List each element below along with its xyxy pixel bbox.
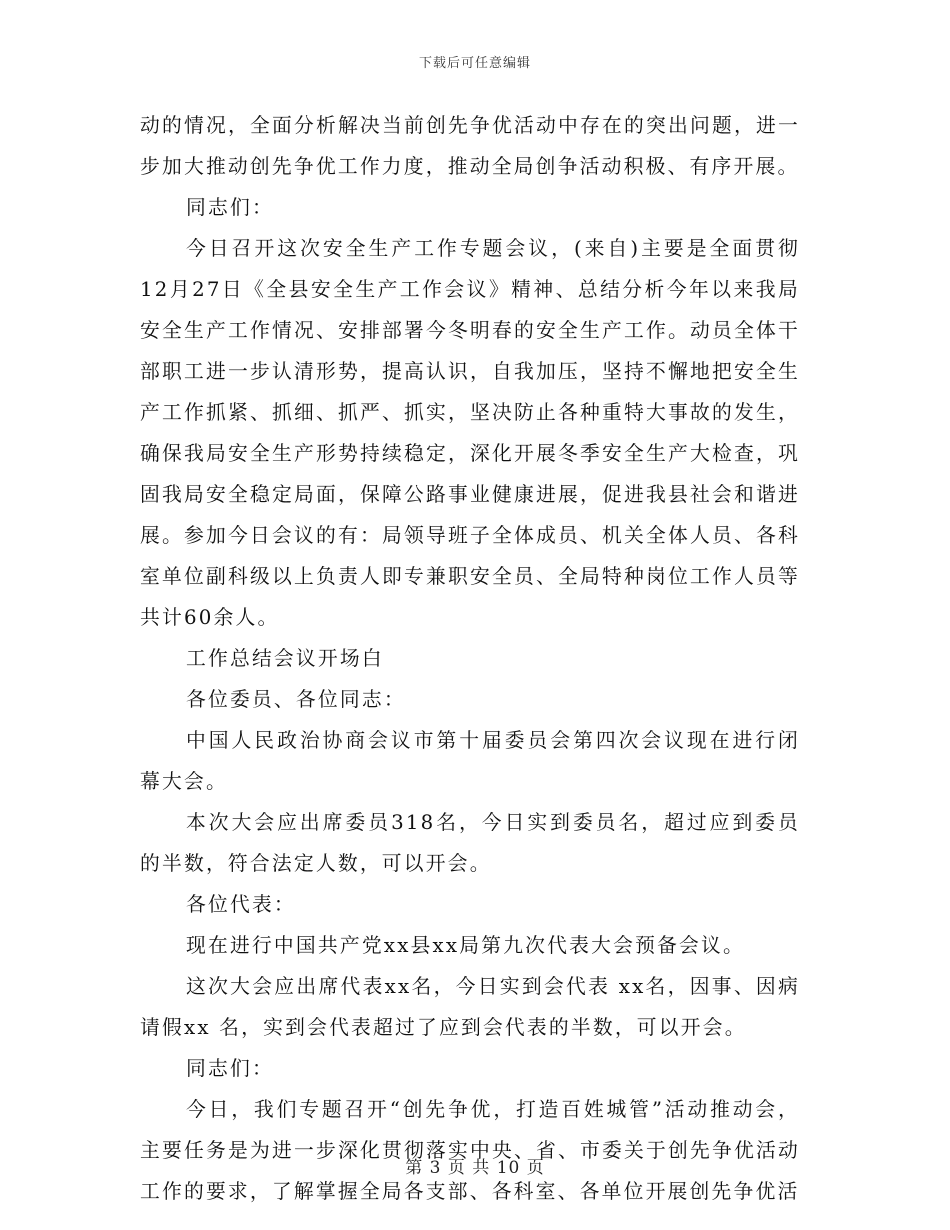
paragraph: 工作总结会议开场白 — [186, 647, 384, 670]
document-body — [140, 105, 800, 1212]
paragraph: 现在进行中国共产党xx县xx局第九次代表大会预备会议。 — [186, 934, 745, 957]
paragraph: 各位代表： — [186, 893, 296, 916]
paragraph: 今日召开这次安全生产工作专题会议，(来自)主要是全面贯彻12月27日《全县安全生产工作会议》精神、总结分析今年以来我局安全生产工作情况、安排部署今冬明春的安全生产工作。动员全体干部职工进一步认清形势，提高认识，自我加压，坚持不懈地把安全生产工作抓紧、抓细、抓严、抓实，坚决防止各种重特大事故的发生，确保我局安全生产形势持续稳定，深化开展冬季安全生产大检查，巩固我局安全稳定局面，保障公路事业健康进展，促进我县社会和谐进展。参加今日会议的有：局领导班子全体成员、机关全体人员、各科室单位副科级以上负责人即专兼职安全员、全局特种岗位工作人员等共计60余人。 — [140, 237, 800, 629]
paragraph: 同志们： — [186, 196, 274, 219]
paragraph: 动的情况，全面分析解决当前创先争优活动中存在的突出问题，进一步加大推动创先争优工作力度，推动全局创争活动积极、有序开展。 — [140, 114, 800, 178]
paragraph: 这次大会应出席代表xx名，今日实到会代表 xx名，因事、因病请假xx 名，实到会代表超过了应到会代表的半数，可以开会。 — [140, 975, 800, 1039]
paragraph: 各位委员、各位同志： — [186, 688, 406, 711]
paragraph: 同志们： — [186, 1057, 274, 1080]
page-header: 下载后可任意编辑 — [418, 56, 531, 71]
paragraph: 本次大会应出席委员318名，今日实到委员名，超过应到委员的半数，符合法定人数，可以开会。 — [140, 811, 800, 875]
paragraph: 中国人民政治协商会议市第十届委员会第四次会议现在进行闭幕大会。 — [140, 729, 800, 793]
page-number-footer: 第 3 页 共 10 页 — [405, 1158, 545, 1178]
paragraph: 今日，我们专题召开“创先争优，打造百姓城管”活动推动会，主要任务是为进一步深化贯彻落实中央、省、市委关于创先争优活动工作的要求，了解掌握全局各支部、各科室、各单位开展创先争优活 — [140, 1098, 800, 1203]
